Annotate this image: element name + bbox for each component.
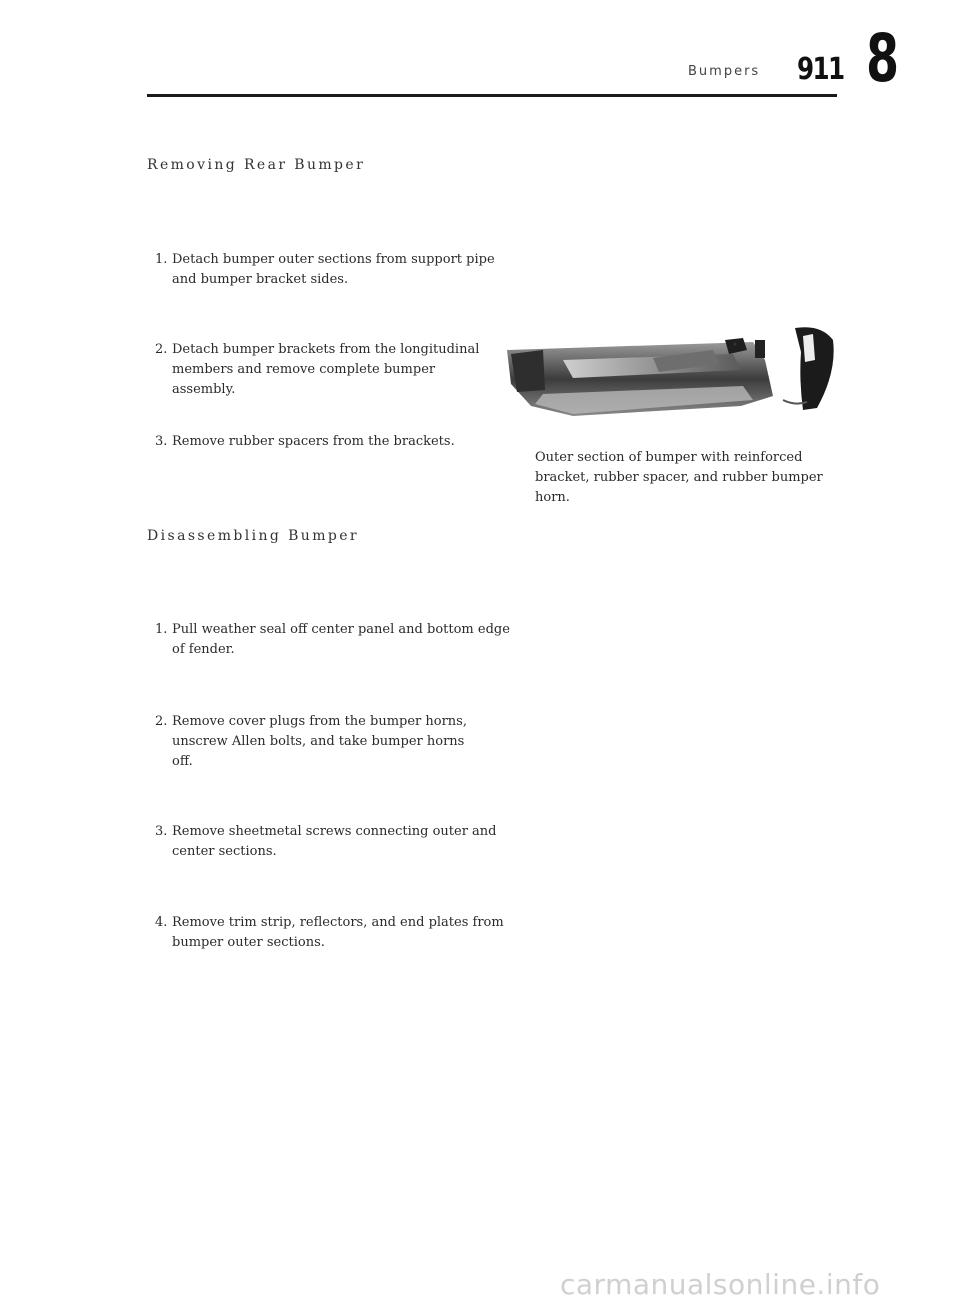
- step-number: 2.: [155, 342, 168, 357]
- removing-step-2: [155, 340, 500, 400]
- chapter-number: 8: [866, 20, 900, 97]
- step-text: Remove sheetmetal screws connecting outer and center sections.: [172, 824, 497, 859]
- step-text: Detach bumper outer sections from support pipe and bumper bracket sides.: [172, 252, 495, 287]
- step-text: Pull weather seal off center panel and bottom edge of fender.: [172, 622, 510, 657]
- step-number: 1.: [155, 622, 168, 637]
- watermark-text: carmanualsonline.info: [560, 1268, 881, 1301]
- heading-removing: Removing Rear Bumper: [147, 157, 366, 173]
- step-number: 2.: [155, 714, 168, 729]
- step-number: 1.: [155, 252, 168, 267]
- disassembling-step-4: [155, 913, 515, 953]
- section-title: Bumpers: [688, 64, 761, 79]
- step-number: 3.: [155, 824, 168, 839]
- figure-caption: Outer section of bumper with reinforced bracket, rubber spacer, and rubber bumper horn.: [535, 450, 823, 505]
- model-number: 911: [797, 52, 844, 87]
- disassembling-step-2: [155, 712, 485, 772]
- disassembling-step-3: [155, 822, 515, 862]
- step-text: Detach bumper brackets from the longitudinal members and remove complete bumper assembly.: [172, 342, 480, 397]
- heading-disassembling: Disassembling Bumper: [147, 528, 360, 544]
- step-text: Remove cover plugs from the bumper horns, unscrew Allen bolts, and take bumper horns off.: [172, 714, 467, 769]
- header-rule: [147, 94, 837, 97]
- bumper-photo: [503, 320, 843, 420]
- removing-step-3: [155, 432, 515, 452]
- step-text: Remove trim strip, reflectors, and end plates from bumper outer sections.: [172, 915, 504, 950]
- disassembling-step-1: [155, 620, 515, 660]
- step-number: 4.: [155, 915, 168, 930]
- step-text: Remove rubber spacers from the brackets.: [172, 434, 455, 449]
- removing-step-1: [155, 250, 515, 290]
- step-number: 3.: [155, 434, 168, 449]
